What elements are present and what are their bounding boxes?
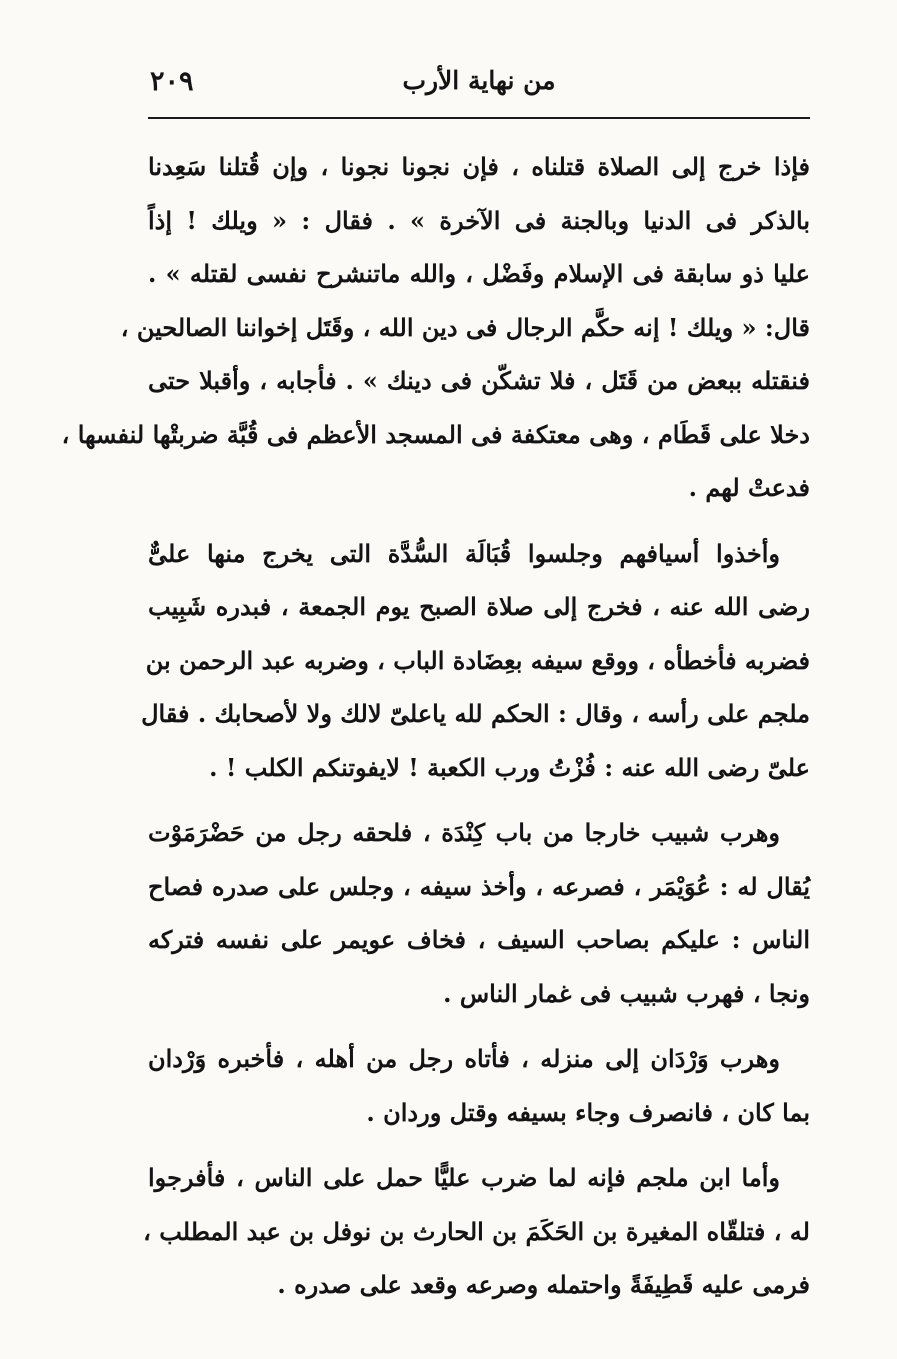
text-line: رضى الله عنه ، فخرج إلى صلاة الصبح يوم الجمعة ، فبدره شَبِيب — [148, 592, 810, 621]
text-line: وهرب شبيب خارجا من باب كِنْدَة ، فلحقه رجل من حَضْرَمَوْت — [148, 818, 780, 847]
page-header — [148, 62, 810, 106]
text-line: فرمى عليه قَطِيفَةً واحتمله وصرعه وقعد على صدره . — [277, 1270, 810, 1299]
text-line: فدعتْ لهم . — [688, 473, 810, 502]
text-line: بما كان ، فانصرف وجاء بسيفه وقتل وردان . — [366, 1097, 810, 1127]
paragraph-2 — [141, 527, 810, 795]
text-line: ملجم على رأسه ، وقال : الحكم لله ياعلىّ لالك ولا لأصحابك . فقال — [141, 699, 810, 728]
paragraph-3 — [148, 806, 810, 1020]
text-line: الناس : عليكم بصاحب السيف ، فخاف عويمر على نفسه فتركه — [148, 925, 810, 954]
header-rule — [148, 117, 810, 119]
text-line: وأخذوا أسيافهم وجلسوا قُبَالَة السُّدَّة التى يخرج منها علىٌّ — [148, 538, 780, 568]
text-line: عليا ذو سابقة فى الإسلام وفَضْل ، والله ماتنشرح نفسى لقتله » . — [148, 259, 810, 288]
paragraph-4 — [148, 1032, 810, 1139]
text-line: وأما ابن ملجم فإنه لما ضرب عليًّا حمل على الناس ، فأفرجوا — [148, 1163, 780, 1192]
running-title: من نهاية الأرب — [402, 66, 556, 95]
page-number: ٢٠٩ — [150, 66, 194, 97]
text-line: فنقتله ببعض من قَتَل ، فلا تشكّن فى دينك » . فأجابه ، وأقبلا حتى — [148, 366, 810, 395]
paragraph-5 — [143, 1151, 810, 1312]
text-line: له ، فتلقّاه المغيرة بن الحَكَمَ بن الحارث بن نوفل بن عبد المطلب ، — [143, 1216, 810, 1246]
text-line: علىّ رضى الله عنه : فُزْتُ ورب الكعبة ! لايفوتنكم الكلب ! . — [209, 752, 810, 782]
text-line: وهرب وَرْدَان إلى منزله ، فأتاه رجل من أهله ، فأخبره وَرْدان — [148, 1044, 780, 1073]
text-line: دخلا على قَطَام ، وهى معتكفة فى المسجد الأعظم فى قُبَّة ضربتْها لنفسها ، — [61, 419, 810, 449]
text-line: ونجا ، فهرب شبيب فى غمار الناس . — [443, 978, 810, 1008]
text-line: يُقال له : عُوَيْمَر ، فصرعه ، وأخذ سيفه ، وجلس على صدره فصاح — [148, 871, 810, 901]
text-line: قال: « ويلك ! إنه حكَّم الرجال فى دين الله ، وقَتَل إخواننا الصالحين ، — [120, 312, 810, 342]
body-text — [61, 140, 810, 1324]
text-line: فضربه فأخطأه ، ووقع سيفه بعِضَادة الباب ، وضربه عبد الرحمن بن — [145, 645, 810, 675]
text-line: فإذا خرج إلى الصلاة قتلناه ، فإن نجونا نجونا ، وإن قُتلنا سَعِدنا — [148, 152, 810, 181]
text-line: بالذكر فى الدنيا وبالجنة فى الآخرة » . فقال : « ويلك ! إذاً — [148, 205, 810, 235]
paragraph-1 — [61, 140, 810, 515]
